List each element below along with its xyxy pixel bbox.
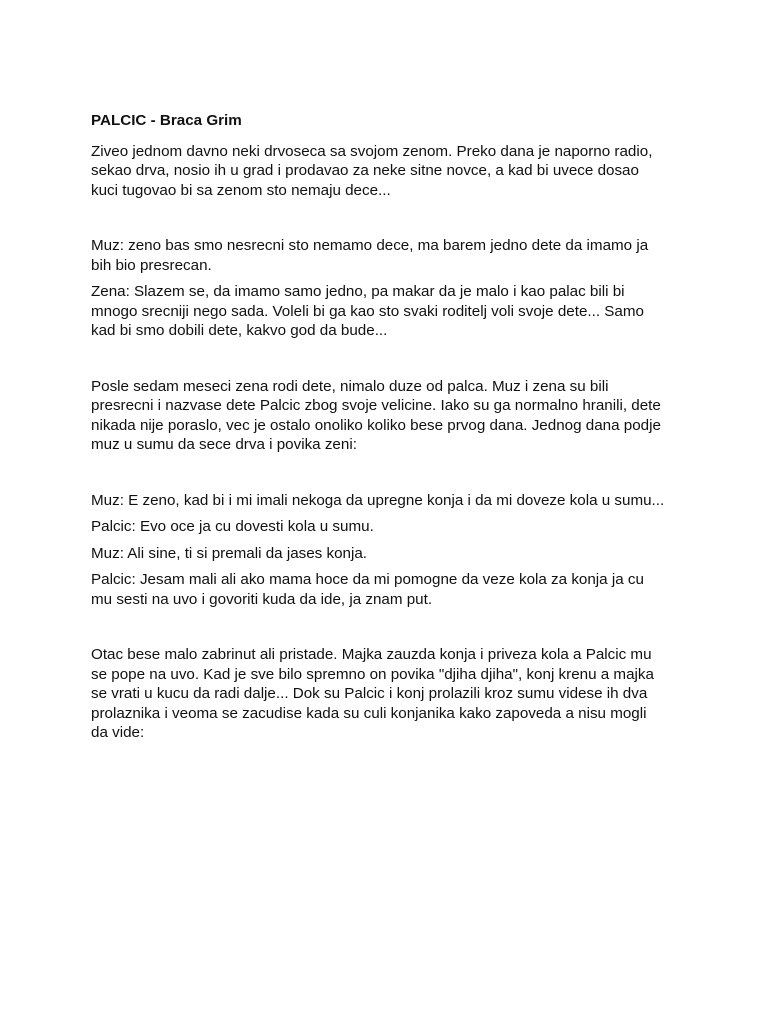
text-line: se vrati u kucu da radi dalje... Dok su Palcic i konj prolazili kroz sumu videse ih dva xyxy=(91,685,648,702)
paragraph-gap xyxy=(91,563,691,570)
text-line: se pope na uvo. Kad je sve bilo spremno on povika "djiha djiha", konj krenu a majka xyxy=(91,665,654,683)
text-line: nikada nije poraslo, vec je ostalo onoliko koliko bese prvog dana. Jednog dana podje xyxy=(91,416,661,434)
document-title: PALCIC - Braca Grim xyxy=(91,112,242,129)
text-line: Palcic: Evo oce ja cu dovesti kola u sumu. xyxy=(91,518,374,535)
document-page xyxy=(91,111,691,743)
text-line: presrecni i nazvase dete Palcic zbog svoje velicine. Iako su ga normalno hranili, dete xyxy=(91,397,661,414)
text-line: Muz: Ali sine, ti si premali da jases konja. xyxy=(91,544,368,562)
paragraph-gap xyxy=(91,455,691,491)
paragraph-muz-2 xyxy=(91,491,691,511)
paragraph-zena-1 xyxy=(91,282,691,341)
paragraph-palcic-1 xyxy=(91,517,691,537)
paragraph-gap xyxy=(91,200,691,236)
text-line: kuci tugovao bi sa zenom sto nemaju dece... xyxy=(91,181,391,199)
text-line: da vide: xyxy=(91,724,145,741)
paragraph-father xyxy=(91,645,691,743)
paragraph-palcic-2 xyxy=(91,570,691,609)
text-line: kad bi smo dobili dete, kakvo god da bude... xyxy=(91,322,388,339)
text-line: Palcic: Jesam mali ali ako mama hoce da mi pomogne da veze kola za konja ja cu xyxy=(91,571,644,588)
text-line: bih bio presrecan. xyxy=(91,256,212,274)
paragraph-birth xyxy=(91,377,691,455)
paragraph-intro xyxy=(91,142,691,201)
text-line: mu sesti na uvo i govoriti kuda da ide, ja znam put. xyxy=(91,590,433,608)
paragraph-gap xyxy=(91,341,691,377)
paragraph-gap xyxy=(91,537,691,544)
text-line: sekao drva, nosio ih u grad i prodavao za neke sitne novce, a kad bi uvece dosao xyxy=(91,162,639,179)
text-line: Ziveo jednom davno neki drvoseca sa svojom zenom. Preko dana je naporno radio, xyxy=(91,142,653,160)
text-line: prolaznika i veoma se zacudise kada su culi konjanika kako zapoveda a nisu mogli xyxy=(91,704,647,722)
text-line: Otac bese malo zabrinut ali pristade. Majka zauzda konja i priveza kola a Palcic mu xyxy=(91,646,652,663)
paragraph-muz-1 xyxy=(91,236,691,275)
text-line: Zena: Slazem se, da imamo samo jedno, pa makar da je malo i kao palac bili bi xyxy=(91,283,625,300)
paragraph-gap xyxy=(91,275,691,282)
text-line: Muz: zeno bas smo nesrecni sto nemamo dece, ma barem jedno dete da imamo ja xyxy=(91,237,649,254)
paragraph-gap xyxy=(91,609,691,645)
text-line: mnogo srecniji nego sada. Voleli bi ga kao sto svaki roditelj voli svoje dete... Samo xyxy=(91,302,644,320)
text-line: Posle sedam meseci zena rodi dete, nimalo duze od palca. Muz i zena su bili xyxy=(91,377,609,395)
text-line: muz u sumu da sece drva i povika zeni: xyxy=(91,436,357,453)
paragraph-muz-3 xyxy=(91,544,691,564)
text-line: Muz: E zeno, kad bi i mi imali nekoga da upregne konja i da mi doveze kola u sumu... xyxy=(91,491,665,509)
paragraph-gap xyxy=(91,510,691,517)
